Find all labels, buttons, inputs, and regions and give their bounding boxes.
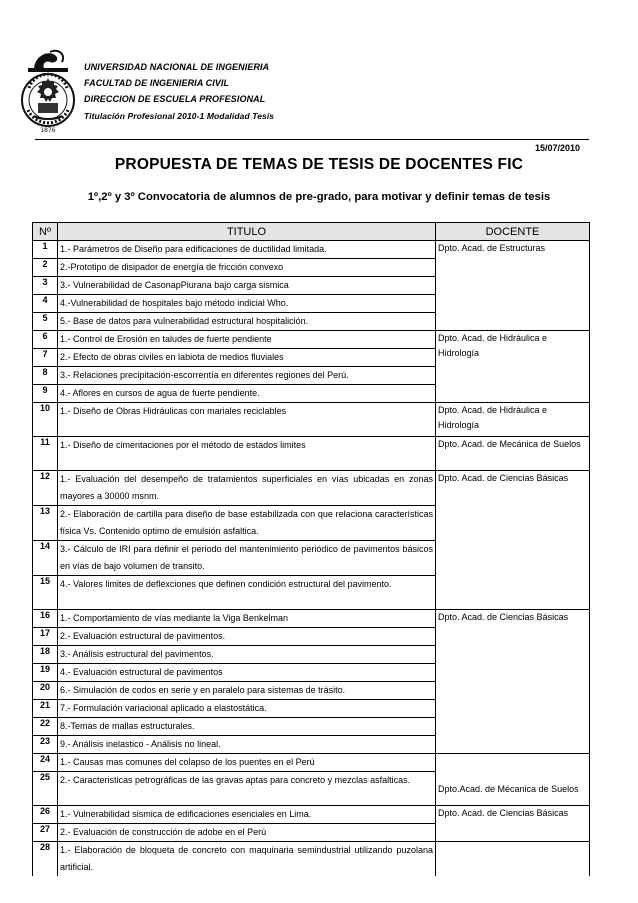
row-number: 11 — [33, 437, 58, 471]
program-name: Titulación Profesional 2010-1 Modalidad Tesis — [84, 111, 275, 121]
table-row — [33, 610, 590, 628]
col-header-title: TITULO — [58, 223, 436, 241]
teacher-cell: Dpto. Acad. de Hidráulica e Hidrología — [436, 403, 590, 437]
faculty-name: FACULTAD DE INGENIERIA CIVIL — [84, 78, 230, 88]
header-divider — [35, 139, 589, 140]
row-number: 19 — [33, 664, 58, 682]
row-title: 1.- Vulnerabilidad sismica de edificaciones esenciales en Lima. — [58, 806, 436, 824]
row-title: 7.- Formulación variacional aplicado a elastostática. — [58, 700, 436, 718]
row-number: 25 — [33, 772, 58, 806]
row-number: 27 — [33, 824, 58, 842]
row-title: 1.- Causas mas comunes del colapso de los puentes en el Perú — [58, 754, 436, 772]
row-number: 5 — [33, 313, 58, 331]
teacher-cell: Dpto. Acad. de Ciencias Básicas — [436, 471, 590, 610]
col-header-teacher: DOCENTE — [436, 223, 590, 241]
row-number: 21 — [33, 700, 58, 718]
document-date: 15/07/2010 — [534, 143, 580, 153]
row-title: 2.- Efecto de obras civiles en labiota de medios fluviales — [58, 349, 436, 367]
row-number: 23 — [33, 736, 58, 754]
row-number: 13 — [33, 506, 58, 541]
direction-name: DIRECCION DE ESCUELA PROFESIONAL — [84, 94, 266, 104]
row-number: 22 — [33, 718, 58, 736]
row-number: 12 — [33, 471, 58, 506]
table-row — [33, 754, 590, 772]
row-title: 1.- Comportamiento de vías mediante la Viga Benkelman — [58, 610, 436, 628]
table-header-row — [33, 223, 590, 241]
row-title: 5.- Base de datos para vulnerabilidad estructural hospitalición. — [58, 313, 436, 331]
row-title: 9.- Análisis inelastico - Análisis no lineal. — [58, 736, 436, 754]
document-subtitle: 1º,2º y 3º Convocatoria de alumnos de pre-grado, para motivar y definir temas de tesis — [87, 191, 551, 203]
table-row — [33, 241, 590, 259]
row-title: 2.- Caracteristicas petrográficas de las gravas aptas para concreto y mezclas asfalticas. — [58, 772, 436, 806]
table-row — [33, 403, 590, 437]
row-title: 1.- Control de Erosión en taludes de fuerte pendiente — [58, 331, 436, 349]
row-number: 2 — [33, 259, 58, 277]
row-number: 1 — [33, 241, 58, 259]
teacher-cell: Dpto. Acad. de Estructuras — [436, 241, 590, 331]
row-title: 1.- Diseño de cimentaciones por el método de estados limites — [58, 437, 436, 471]
table-row — [33, 471, 590, 506]
col-header-number: Nº — [33, 223, 58, 241]
row-number: 3 — [33, 277, 58, 295]
thesis-topics-table — [32, 222, 590, 876]
teacher-cell: Dpto.Acad. de Mécanica de Suelos — [436, 754, 590, 806]
row-title: 2.- Elaboración de cartilla para diseño de base estabilizada con que relaciona características física Vs. Contenido optimo de emulsión asfaltica. — [58, 506, 436, 541]
row-number: 15 — [33, 576, 58, 610]
table-row — [33, 331, 590, 349]
row-number: 10 — [33, 403, 58, 437]
row-number: 26 — [33, 806, 58, 824]
row-title: 3.- Análisis estructural del pavimentos. — [58, 646, 436, 664]
row-number: 7 — [33, 349, 58, 367]
document-title: PROPUESTA DE TEMAS DE TESIS DE DOCENTES FIC — [114, 156, 524, 173]
row-title: 4.- Evaluación estructural de pavimentos — [58, 664, 436, 682]
row-number: 18 — [33, 646, 58, 664]
table-row — [33, 842, 590, 877]
table-row — [33, 437, 590, 471]
row-title: 1.- Parámetros de Diseño para edificaciones de ductilidad limitada. — [58, 241, 436, 259]
row-title: 6.- Simulación de codos en serie y en paralelo para sistemas de trásito. — [58, 682, 436, 700]
row-title: 3.- Vulnerabilidad de CasonapPiurana bajo carga sismica — [58, 277, 436, 295]
row-title: 8.-Temas de mallas estructurales. — [58, 718, 436, 736]
row-title: 4.- Aflores en cursos de agua de fuerte pendiente. — [58, 385, 436, 403]
row-number: 14 — [33, 541, 58, 576]
row-title: 2.-Prototipo de disipador de energía de fricción convexo — [58, 259, 436, 277]
teacher-cell — [436, 842, 590, 877]
row-number: 4 — [33, 295, 58, 313]
teacher-cell: Dpto. Acad. de Ciencias Básicas — [436, 610, 590, 754]
university-name: UNIVERSIDAD NACIONAL DE INGENIERIA — [84, 62, 270, 72]
row-title: 3.- Cálculo de IRI para definir el periodo del mantenimiento periódico de pavimentos básicos en vías de bajo volumen de transito. — [58, 541, 436, 576]
svg-text:1876: 1876 — [40, 127, 56, 134]
row-title: 4.- Valores limites de deflexciones que definen condición estructural del pavimento. — [58, 576, 436, 610]
row-title: 1.- Diseño de Obras Hidráulicas con mariales reciclables — [58, 403, 436, 437]
row-number: 24 — [33, 754, 58, 772]
university-seal-logo — [20, 48, 76, 134]
row-number: 16 — [33, 610, 58, 628]
row-number: 20 — [33, 682, 58, 700]
row-number: 28 — [33, 842, 58, 877]
row-title: 3.- Relaciones precipitación-escorrentía en diferentes regiones del Perú. — [58, 367, 436, 385]
teacher-cell: Dpto. Acad. de Hidráulica e Hidrología — [436, 331, 590, 403]
row-number: 6 — [33, 331, 58, 349]
table-row — [33, 806, 590, 824]
teacher-cell: Dpto. Acad. de Mecánica de Suelos — [436, 437, 590, 471]
teacher-cell: Dpto. Acad. de Ciencias Básicas — [436, 806, 590, 842]
row-title: 2.- Evaluación de construcción de adobe en el Perú — [58, 824, 436, 842]
row-title: 4.-Vulnerabilidad de hospitales bajo método indicial Who. — [58, 295, 436, 313]
row-number: 8 — [33, 367, 58, 385]
row-title: 1.- Evaluación del desempeño de tratamientos superficiales en vías ubicadas en zonas mayores a 30000 msnm. — [58, 471, 436, 506]
row-title: 1.- Elaboración de bloqueta de concreto con maquinaria semindustrial utilizando puzolana artificial. — [58, 842, 436, 877]
row-number: 9 — [33, 385, 58, 403]
row-number: 17 — [33, 628, 58, 646]
row-title: 2.- Evaluación estructural de pavimentos. — [58, 628, 436, 646]
